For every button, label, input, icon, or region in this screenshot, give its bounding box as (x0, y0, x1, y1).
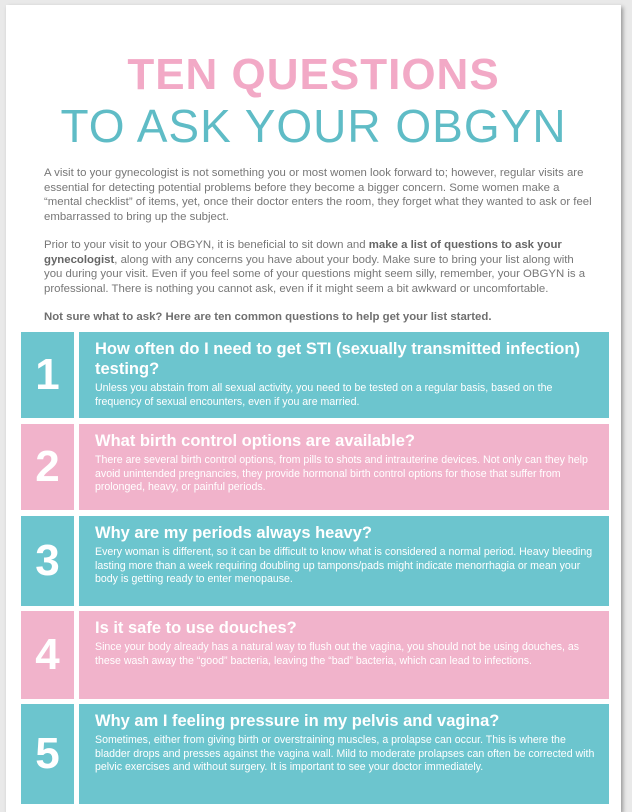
question-title: Why am I feeling pressure in my pelvis and vagina? (95, 712, 500, 730)
question-answer: Every woman is different, so it can be difficult to know what is considered a normal period. Heavy bleeding lasting more than a week requiring doubling up tampons/pads might indicate menorrhagia or mean your body is getting ready to enter menopause. (95, 546, 593, 585)
question-body (79, 611, 609, 699)
document-page (6, 5, 621, 812)
intro-paragraph-1: A visit to your gynecologist is not something you or most women look forward to; however, regular visits are essential for detecting potential problems before they become a bigger concern. Some women make a “mental checklist” of items, yet, once their doctor enters the room, they forget what they wanted to ask or feel embarrassed to bring up the subject. (44, 167, 592, 223)
question-title: What birth control options are available? (95, 432, 415, 450)
question-title: Is it safe to use douches? (95, 619, 297, 637)
question-number: 3 (35, 536, 60, 585)
question-number: 4 (35, 630, 60, 679)
question-body (79, 332, 609, 418)
question-number: 2 (35, 442, 60, 491)
question-number: 5 (35, 729, 60, 778)
intro-paragraph-3: Not sure what to ask? Here are ten common questions to help get your list started. (44, 311, 492, 323)
question-title: Why are my periods always heavy? (95, 524, 372, 542)
question-body (79, 704, 609, 804)
title-line-2: TO ASK YOUR OBGYN (60, 100, 567, 152)
intro-p2-bold: make a list of questions to ask your gynecologist (44, 239, 562, 266)
question-answer: Unless you abstain from all sexual activity, you need to be tested on a regular basis, based on the frequency of sexual encounters, even if you are married. (95, 382, 553, 408)
question-block-1 (21, 332, 609, 418)
question-number: 1 (35, 350, 60, 399)
intro-p2-text-b: , along with any concerns you have about your body. Make sure to bring your list along with you during your visit. Even if you feel some of your questions might seem silly, remember, your OBGYN is a professional. There is nothing you cannot ask, even if it might seem a bit awkward or uncomfortable. (44, 253, 586, 295)
question-answer: Since your body already has a natural way to flush out the vagina, you should not be using douches, as these wash away the “good” bacteria, leaving the “bad” bacteria, which can lead to infections. (95, 641, 580, 667)
question-block-3 (21, 516, 609, 606)
question-block-5 (21, 704, 609, 804)
question-answer: Sometimes, either from giving birth or overstraining muscles, a prolapse can occur. This is where the bladder drops and presses against the vagina wall. Mild to moderate prolapses can often be corrected with pelvic exercises and without surgery. It is important to see your doctor immediately. (95, 734, 595, 773)
question-body (79, 516, 609, 606)
question-block-4 (21, 611, 609, 699)
intro-p2-text-a: Prior to your visit to your OBGYN, it is beneficial to sit down and (44, 239, 369, 251)
question-answer: There are several birth control options, from pills to shots and intrauterine devices. Not only can they help avoid unintended pregnancies, they provide hormonal birth control options for those that suffer from prolonged, heavy, or painful periods. (95, 454, 588, 493)
title-line-1: TEN QUESTIONS (127, 50, 500, 99)
question-title: How often do I need to get STI (sexually transmitted infection) testing? (95, 340, 580, 378)
question-body (79, 424, 609, 510)
intro-paragraph-2 (44, 238, 592, 296)
question-block-2 (21, 424, 609, 510)
